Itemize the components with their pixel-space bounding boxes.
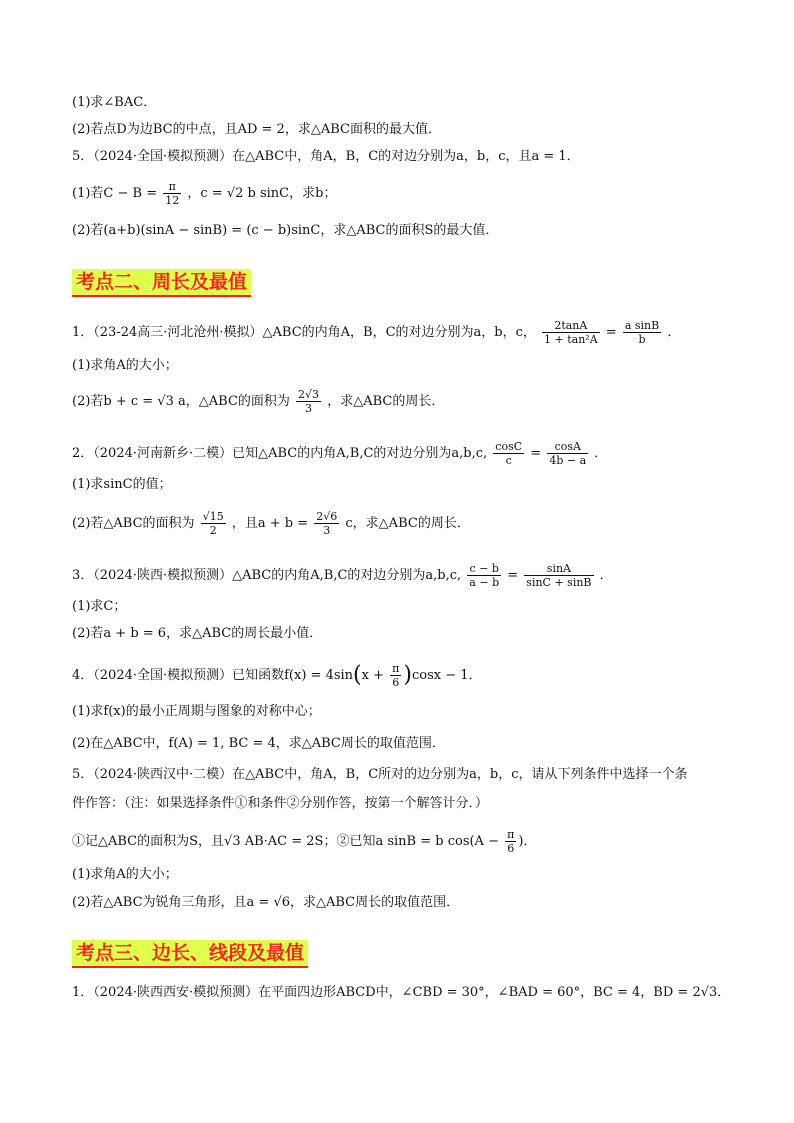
- problem-5-q2: (2)若(a+b)(sinA − sinB) = (c − b)sinC，求△ABC的面积S的最大值．: [72, 223, 499, 238]
- problem-5b-conditions: ①记△ABC的面积为S，且√3 AB·AC = 2S；②已知a sinB = b cos(A − $\frac{\pi}{6}$ )．: [72, 828, 537, 855]
- problem-2-q2: (2)若△ABC的面积为 $\frac{√15}{2}$ ，且a + b = $\frac{2√6}{3}$ c，求△ABC的周长．: [72, 510, 470, 537]
- prev-q1: (1)求∠BAC．: [72, 95, 157, 110]
- problem-1-section3: 1．（2024·陕西西安·模拟预测）在平面四边形ABCD中，∠CBD = 30°，∠BAD = 60°，BC = 4，BD = 2√3．: [72, 985, 731, 1000]
- fraction: $\frac{c - b}{a - b}$: [469, 562, 500, 589]
- fraction: $\frac{\pi}{12}$: [165, 180, 180, 207]
- problem-4-q2: (2)在△ABC中，f(A) = 1, BC = 4，求△ABC周长的取值范围．: [72, 736, 445, 751]
- problem-2-q1: (1)求sinC的值；: [72, 477, 172, 492]
- problem-5b-q2: (2)若△ABC为锐角三角形，且a = √6，求△ABC周长的取值范围．: [72, 895, 460, 910]
- problem-2-stem: 2．（2024·河南新乡·二模）已知△ABC的内角A,B,C的对边分别为a,b,c, $\frac{\cos C}{c}$ = $\frac{\cos A}{4b - a}$ ．: [72, 440, 608, 467]
- fraction: $\frac{\pi}{6}$: [392, 662, 400, 689]
- problem-5b-stem-line1: 5．（2024·陕西汉中·二模）在△ABC中，角A，B，C所对的边分别为a，b，c，请从下列条件中选择一个条: [72, 767, 688, 782]
- problem-1-q1: (1)求角A的大小；: [72, 358, 178, 373]
- fraction: $\frac{2√6}{3}$: [316, 510, 338, 537]
- problem-5-stem: 5．（2024·全国·模拟预测）在△ABC中，角A，B，C的对边分别为a，b，c，且a = 1．: [72, 149, 580, 164]
- problem-5b-stem-line2: 件作答：（注：如果选择条件①和条件②分别作答，按第一个解答计分．）: [72, 796, 489, 811]
- problem-5b-q1: (1)求角A的大小；: [72, 867, 178, 882]
- fraction: $\frac{\pi}{6}$: [507, 828, 515, 855]
- prev-q2: (2)若点D为边BC的中点，且AD = 2，求△ABC面积的最大值．: [72, 122, 441, 137]
- section-heading-2: 考点二、周长及最值: [72, 269, 251, 297]
- problem-5-q1: (1)若C − B = $\frac{\pi}{12}$ ，c = √2 b sinC，求b；: [72, 180, 337, 207]
- problem-1-stem: 1．（23-24高三·河北沧州·模拟）△ABC的内角A，B，C的对边分别为a，b，c， $\frac{2\tan A}{\text{1 + tan²A}}$ = $\frac{\text{a sinB}}{b}$ ．: [72, 319, 681, 346]
- problem-4-q1: (1)求f(x)的最小正周期与图象的对称中心；: [72, 704, 321, 719]
- section-heading-3: 考点三、边长、线段及最值: [72, 940, 308, 968]
- fraction: $\frac{\cos A}{4b - a}$: [549, 440, 587, 467]
- fraction: $\frac{\cos C}{c}$: [495, 440, 523, 467]
- problem-1-q2: (2)若b + c = √3 a，△ABC的面积为 $\frac{2√3}{3}$ ，求△ABC的周长．: [72, 388, 445, 415]
- fraction: $\frac{2\tan A}{\text{1 + tan²A}}$: [544, 319, 598, 346]
- fraction: $\frac{\text{a sinB}}{b}$: [624, 319, 660, 346]
- fraction: $\frac{√15}{2}$: [202, 510, 224, 537]
- problem-3-q1: (1)求C；: [72, 599, 127, 614]
- fraction: $\frac{\sin A}{\sin C + \sin B}$: [526, 562, 592, 589]
- problem-4-stem: 4．（2024·全国·模拟预测）已知函数f(x) = 4sin(x + $\frac{\pi}{6}$ )cosx − 1．: [72, 662, 482, 689]
- problem-3-stem: 3．（2024·陕西·模拟预测）△ABC的内角A,B,C的对边分别为a,b,c, $\frac{c - b}{a - b}$ = $\frac{\sin A}{\sin C + \sin B}$ ．: [72, 562, 613, 589]
- problem-3-q2: (2)若a + b = 6，求△ABC的周长最小值．: [72, 626, 323, 641]
- fraction: $\frac{2√3}{3}$: [298, 388, 320, 415]
